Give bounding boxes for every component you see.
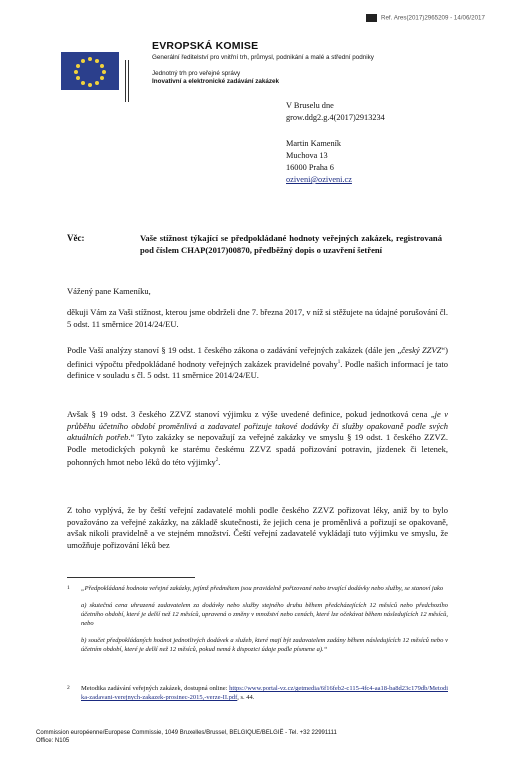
- paragraph-1: děkuji Vám za Vaši stížnost, kterou jsme obdrželi dne 7. března 2017, v níž si stěžujete na údajné porušování čl. 5 odst. 11 směrnice 2014/24/EU.: [67, 307, 448, 329]
- paragraph-2: Podle Vaší analýzy stanoví § 19 odst. 1 českého zákona o zadávání veřejných zakázek (dále jen „český ZZVZ“) definici výpočtu předpokládané hodnoty veřejných zakázek pravidelné povahy$^1$. Podle našich informací je tato definice v souladu s čl. 5 odst. 11 směrnice 2014/24/EU.: [67, 345, 448, 380]
- footnote-2-text: Metodika zadávání veřejných zakázek, dostupná online:: [81, 685, 228, 692]
- recipient-name: Martin Kameník: [286, 139, 342, 148]
- footnote-1-number: 1: [67, 585, 70, 591]
- footnote-1: [67, 584, 448, 654]
- subject-label: Věc:: [67, 233, 85, 243]
- recipient-street: Muchova 13: [286, 151, 328, 160]
- page-footer: [36, 729, 337, 745]
- footer-office: Office: N105: [36, 738, 70, 744]
- reference-stamp: [366, 14, 485, 22]
- unit-name: Jednotný trh pro veřejné správy: [152, 70, 241, 77]
- file-reference: grow.ddg2.g.4(2017)2913234: [286, 113, 385, 122]
- paragraph-4: Z toho vyplývá, že by čeští veřejní zadavatelé mohli podle českého ZZVZ pořizovat léky, aniž by to bylo považováno za veřejné zakázky, na základě skutečnosti, že jejich cena je proměnlivá a pořizují se opakovaně, avšak nikoli pravidelně a ve stejném množství. Čeští veřejní zadavatelé vykládají tuto výjimku ve smyslu, že umožňuje pořizování léků bez: [67, 505, 448, 550]
- subject-text: Vaše stížnost týkající se předpokládané hodnoty veřejných zakázek, registrovaná pod číslem CHAP(2017)00870, předběžný dopis o uzavření šetření: [140, 233, 442, 255]
- paragraph-3: Avšak § 19 odst. 3 českého ZZVZ stanoví výjimku z výše uvedené definice, pokud jednotková cena „je v průběhu účetního období proměnlivá a zadavatel pořizuje takové dodávky či služby opakovaně podle svých aktuálních potřeb.“ Tyto zakázky se nepovažují za veřejné zakázky ve smyslu § 19 odst. 1 českého ZZVZ. Podle metodických pokynů ke starému českému ZZVZ spadá pořizování potravin, jízdenek či letenek, pohonných hmot nebo léků do této výjimky$^2$.: [67, 409, 448, 467]
- footnote-2: 2 Metodika zadávání veřejných zakázek, dostupná online: https://www.portal-vz.cz/getmedia/6f16feb2-c115-4fc4-aa18-ba8d23c179db/Metodika-zadavani-verejnych-zakazek-prosinec-2015,-verze-II.pdf, s. 44.: [67, 685, 448, 701]
- footnote-2-link[interactable]: https://www.portal-vz.cz/getmedia/6f16feb2-c115-4fc4-aa18-ba8d23c179db/Metodika-zadavani-verejnych-zakazek-prosinec-2015,-verze-II.pdf: [81, 685, 448, 701]
- eu-flag-logo: [61, 52, 119, 90]
- footnote-ref-1[interactable]: 1: [337, 359, 341, 365]
- footnote-ref-2[interactable]: 2: [215, 458, 219, 463]
- footnote-1-item-b: b) součet předpokládaných hodnot jednotlivých dodávek a služeb, které mají být zadavatelem zadány během následujících 12 měsíců nebo v účetním období, které je delší než 12 měsíců, pokud nemá k dispozici údaje podle písmene a).“: [81, 637, 448, 653]
- salutation: Vážený pane Kameníku,: [67, 286, 151, 296]
- reference-number: Ref. Ares(2017)2965209 - 14/06/2017: [381, 14, 485, 22]
- unit-subname: Inovativní a elektronické zadávání zakázek: [152, 78, 280, 85]
- place-date: V Bruselu dne: [286, 101, 334, 110]
- org-name: EVROPSKÁ KOMISE: [152, 40, 259, 52]
- barcode-mark: [366, 14, 377, 22]
- recipient-city: 16000 Praha 6: [286, 163, 334, 172]
- footnote-1-item-a: a) skutečná cena uhrazená zadavatelem za dodávky nebo služby stejného druhu během předcházejících 12 měsíců nebo předchozího účetního období, které je delší než 12 měsíců, upravená o změny v množství nebo cenách, které lze očekávat během následujících 12 měsíců, nebo: [81, 602, 448, 627]
- footnote-1-intro: „Předpokládaná hodnota veřejné zakázky, jejímž předmětem jsou pravidelně pořizované nebo trvající dodávky nebo služby, se stanoví jako: [81, 585, 444, 592]
- footnote-divider: [67, 577, 195, 578]
- recipient-email-link[interactable]: oziveni@oziveni.cz: [286, 175, 352, 184]
- footnote-2-number: 2: [67, 685, 70, 691]
- directorate-name: Generální ředitelství pro vnitřní trh, průmysl, podnikání a malé a střední podniky: [152, 54, 374, 61]
- logo-divider: [125, 60, 129, 102]
- footer-address: Commission européenne/Europese Commissie, 1049 Bruxelles/Brussel, BELGIQUE/BELGIË - Tel. +32 22991111: [36, 730, 337, 736]
